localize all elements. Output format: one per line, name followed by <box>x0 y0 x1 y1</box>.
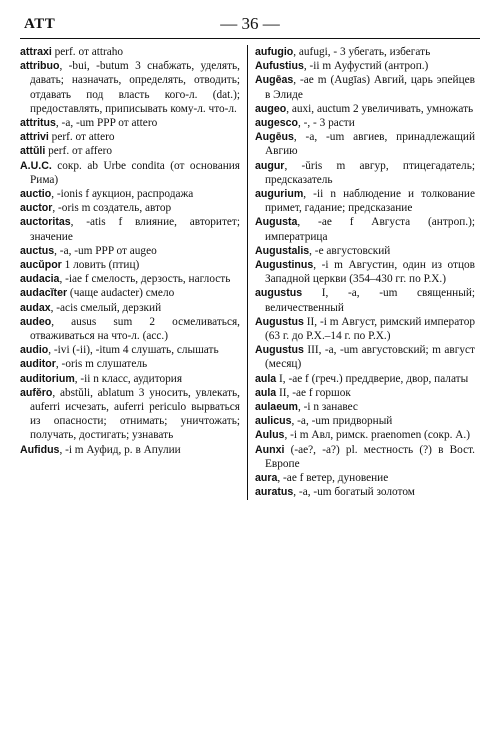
entry-headword: aulaeum <box>255 401 298 414</box>
left-column <box>20 45 247 500</box>
dictionary-entry <box>20 315 240 343</box>
entry-headword: auctoritas <box>20 216 71 229</box>
dictionary-entry <box>255 386 475 400</box>
entry-definition: III, -a, -um августовский; m август (месяц) <box>265 344 475 371</box>
entry-headword: audacia <box>20 273 60 286</box>
dictionary-entry <box>255 116 475 130</box>
entry-definition: , -ii m Ауфустий (антроп.) <box>303 60 429 73</box>
entry-headword: Augustalis <box>255 244 310 257</box>
entry-definition: (чаще audacter) смело <box>67 287 175 300</box>
entry-headword: aucŭpor <box>20 259 62 272</box>
dictionary-entry <box>255 400 475 414</box>
entry-definition: , -acis смелый, дерзкий <box>50 301 162 314</box>
entry-definition: , auxi, auctum 2 увеличивать, умножать <box>286 102 474 115</box>
dictionary-entry <box>255 443 475 471</box>
entry-headword: attribuo <box>20 60 60 73</box>
entry-definition: perf. от attraho <box>51 46 124 58</box>
dictionary-entry <box>20 45 240 59</box>
entry-definition: , -a, -um PPP от augeo <box>54 244 157 257</box>
entry-definition: , -i m Августин, один из отцов Западной церкви (354–430 гг. по Р.Х.) <box>265 259 475 286</box>
dictionary-entry <box>255 471 475 485</box>
entry-definition: , -ae m (Augīas) Авгий, царь эпейцев в Элиде <box>265 74 475 101</box>
entry-headword: Augēus <box>255 131 294 144</box>
entry-definition: I, -a, -um священный; величественный <box>265 287 475 314</box>
entry-headword: auditor <box>20 358 56 371</box>
entry-definition: , -i n занавес <box>297 401 358 414</box>
dictionary-entry <box>255 102 475 116</box>
entry-headword: Aulus <box>255 429 285 442</box>
dictionary-entry <box>255 130 475 158</box>
dictionary-entry <box>255 187 475 215</box>
entry-definition: I, -ae f (греч.) преддверие, двор, палаты <box>276 372 469 385</box>
entry-definition: , -a, -um PPP от attero <box>55 117 158 130</box>
entry-definition: , -ii n класс, аудитория <box>74 372 183 385</box>
dictionary-entry <box>255 258 475 286</box>
entry-headword: Augustus <box>255 315 304 328</box>
entry-definition: , -i m Ауфид, р. в Апулии <box>59 443 181 456</box>
entry-definition: , -ii n наблюдение и толкование примет, гадание; предсказание <box>265 188 475 215</box>
entry-headword: augustus <box>255 287 303 300</box>
entry-headword: Aunxi <box>255 443 285 456</box>
entry-definition: perf. от affero <box>45 145 112 158</box>
dictionary-entry <box>255 59 475 73</box>
dictionary-entry <box>20 144 240 158</box>
dictionary-entry <box>255 485 475 499</box>
entry-definition: , -a, -um придворный <box>291 415 393 428</box>
dictionary-entry <box>255 215 475 243</box>
entry-headword: attrivi <box>20 131 49 144</box>
entry-definition: II, -i m Август, римский император (63 г. до Р.Х.–14 г. по Р.Х.) <box>265 315 475 343</box>
entry-headword: auctio <box>20 188 52 201</box>
dictionary-entry <box>255 286 475 314</box>
entry-definition: сокр. ab Urbe condita (от основания Рима) <box>30 159 240 186</box>
entry-headword: Augustus <box>255 344 304 357</box>
entry-definition: perf. от attero <box>48 131 115 144</box>
dictionary-entry <box>20 201 240 215</box>
entry-headword: aula <box>255 386 277 399</box>
entry-definition: , -ae f ветер, дуновение <box>277 472 389 485</box>
entry-headword: aufĕro <box>20 386 53 399</box>
entry-headword: auctus <box>20 244 55 257</box>
entry-headword: augur <box>255 159 285 172</box>
entry-headword: Aufustius <box>255 60 304 73</box>
entry-headword: audeo <box>20 315 52 328</box>
entry-definition: , -a, -um богатый золотом <box>293 486 415 499</box>
dictionary-entry <box>255 73 475 101</box>
entry-definition: , -iae f смелость, дерзость, наглость <box>59 273 231 286</box>
entry-headword: audio <box>20 344 49 357</box>
entry-definition: , -oris m создатель, автор <box>52 202 172 215</box>
dictionary-entry <box>20 244 240 258</box>
columns <box>20 45 480 500</box>
dictionary-entry <box>20 159 240 187</box>
entry-headword: audax <box>20 301 51 314</box>
guide-word: ATT <box>24 16 56 32</box>
dictionary-entry <box>255 315 475 343</box>
dictionary-entry <box>255 343 475 371</box>
entry-headword: augeo <box>255 102 287 115</box>
entry-definition: (-ae?, -a?) pl. местность (?) в Вост. Европе <box>265 443 475 470</box>
dictionary-entry <box>255 244 475 258</box>
entry-definition: , -atis f влияние, авторитет; значение <box>30 216 240 243</box>
page-header <box>20 14 480 39</box>
dictionary-entry <box>20 357 240 371</box>
entry-headword: auratus <box>255 486 294 499</box>
dictionary-entry <box>255 372 475 386</box>
entry-definition: , -bui, -butum 3 снабжать, уделять, давать; назначать, определять, отводить; отдавать под власть кого-л. (dat.); предоставлять, приписывать кому-л. что-л. <box>30 60 240 115</box>
entry-definition: , -, - 3 расти <box>297 117 355 130</box>
dictionary-entry <box>20 386 240 443</box>
dictionary-entry <box>20 372 240 386</box>
dictionary-entry <box>20 343 240 357</box>
entry-definition: , aufugi, - 3 убегать, избегать <box>293 46 431 58</box>
right-column <box>248 45 475 500</box>
entry-headword: augurium <box>255 188 304 201</box>
entry-headword: attŭli <box>20 145 46 158</box>
dictionary-entry <box>20 215 240 243</box>
entry-headword: aura <box>255 472 278 485</box>
dictionary-entry <box>20 187 240 201</box>
entry-headword: auctor <box>20 202 53 215</box>
entry-definition: , abstŭli, ablatum 3 уносить, увлекать, auferri исчезать, auferri periculo вырваться из опасности; отнимать; уничтожать; получать, достигать; узнавать <box>30 386 240 442</box>
dictionary-entry <box>20 130 240 144</box>
dictionary-entry <box>20 286 240 300</box>
entry-headword: aufugio <box>255 46 294 58</box>
dictionary-entry <box>20 272 240 286</box>
dictionary-entry <box>20 443 240 457</box>
entry-headword: attritus <box>20 117 56 130</box>
dictionary-entry <box>20 258 240 272</box>
entry-headword: auditorium <box>20 372 75 385</box>
entry-definition: , ausus sum 2 осмеливаться, отваживаться на что-л. (acc.) <box>30 315 240 343</box>
entry-definition: , -ionis f аукцион, распродажа <box>51 188 194 201</box>
entry-definition: , -a, -um авгиев, принадлежащий Авгию <box>265 131 475 158</box>
entry-headword: aulicus <box>255 415 292 428</box>
entry-headword: Augusta <box>255 216 298 229</box>
page-number: — 36 — <box>220 14 280 33</box>
entry-definition: , -ae f Августа (антроп.); императрица <box>265 216 475 243</box>
dictionary-entry <box>20 116 240 130</box>
dictionary-entry <box>255 428 475 442</box>
entry-headword: Aufidus <box>20 443 60 456</box>
dictionary-entry <box>255 414 475 428</box>
entry-headword: Augustinus <box>255 259 314 272</box>
entry-headword: augesco <box>255 117 298 130</box>
entry-headword: Augēas <box>255 74 294 87</box>
dictionary-entry <box>255 45 475 59</box>
entry-definition: , -i m Авл, римск. praenomen (сокр. A.) <box>284 429 471 442</box>
entry-definition: , -ivi (-ii), -itum 4 слушать, слышать <box>48 344 219 357</box>
entry-headword: A.U.C. <box>20 159 52 172</box>
entry-definition: , -e августовский <box>309 244 391 257</box>
entry-headword: aula <box>255 372 277 385</box>
entry-headword: attraxi <box>20 46 52 58</box>
entry-definition: II, -ae f горшок <box>276 386 351 399</box>
entry-definition: 1 ловить (птиц) <box>61 259 140 272</box>
entry-headword: audacĭter <box>20 287 68 300</box>
entry-definition: , -oris m слушатель <box>55 358 148 371</box>
dictionary-entry <box>20 59 240 116</box>
entry-definition: , -ŭris m авгур, птицегадатель; предсказатель <box>265 159 475 186</box>
dictionary-entry <box>20 301 240 315</box>
dictionary-entry <box>255 159 475 187</box>
